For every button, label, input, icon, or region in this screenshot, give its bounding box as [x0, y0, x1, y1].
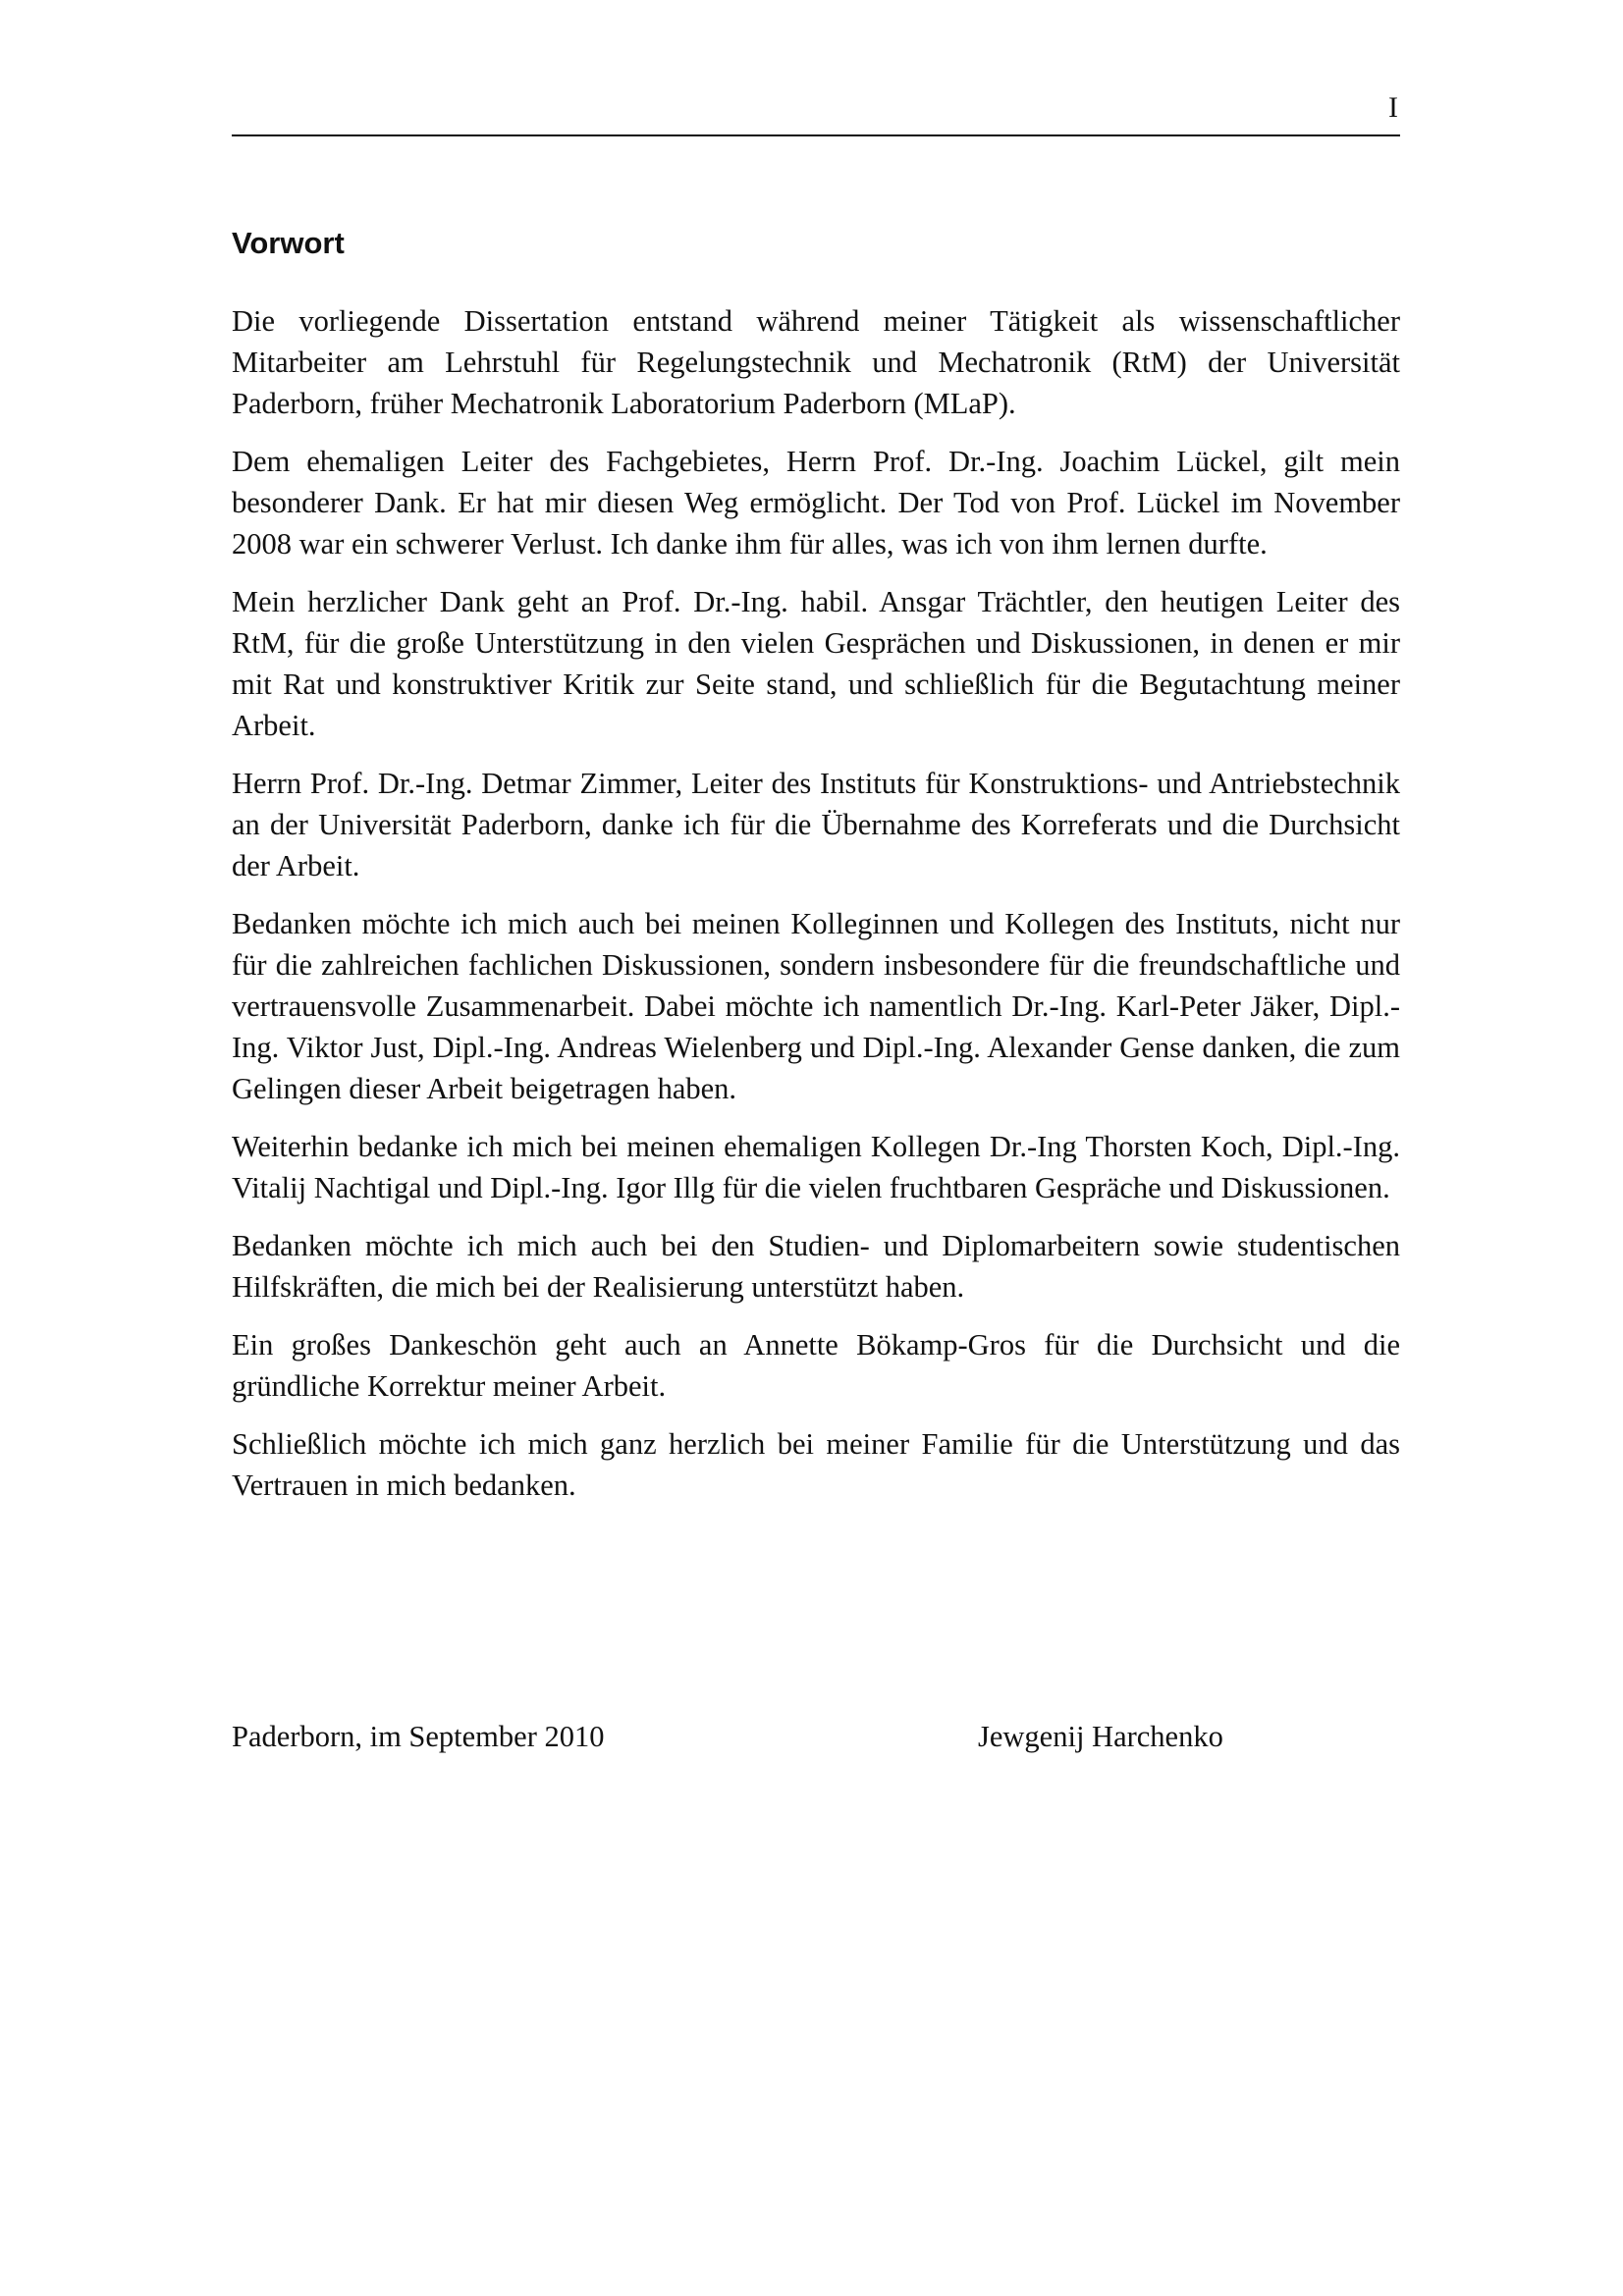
paragraph: Weiterhin bedanke ich mich bei meinen ehemaligen Kollegen Dr.-Ing Thorsten Koch, Dipl.-Ing. Vitalij Nachtigal und Dipl.-Ing. Igor Illg für die vielen fruchtbaren Gespräche und Diskussionen.: [232, 1130, 1400, 1204]
author-name: Jewgenij Harchenko: [978, 1720, 1223, 1753]
place-and-date: Paderborn, im September 2010: [232, 1720, 605, 1753]
paragraph: Bedanken möchte ich mich auch bei den Studien- und Diplomarbeitern sowie studentischen Hilfskräften, die mich bei der Realisierung unterstützt haben.: [232, 1229, 1400, 1304]
closing-line: [232, 1716, 1400, 1757]
page-number: I: [1388, 91, 1398, 124]
paragraph: Bedanken möchte ich mich auch bei meinen Kolleginnen und Kollegen des Instituts, nicht nur für die zahlreichen fachlichen Diskussionen, sondern insbesondere für die freundschaftliche und vertrauensvolle Zusammenarbeit. Dabei möchte ich namentlich Dr.-Ing. Karl-Peter Jäker, Dipl.-Ing. Viktor Just, Dipl.-Ing. Andreas Wielenberg und Dipl.-Ing. Alexander Gense danken, die zum Gelingen dieser Arbeit beigetragen haben.: [232, 907, 1400, 1105]
paragraph: Herrn Prof. Dr.-Ing. Detmar Zimmer, Leiter des Instituts für Konstruktions- und Antriebstechnik an der Universität Paderborn, danke ich für die Übernahme des Korreferats und die Durchsicht der Arbeit.: [232, 767, 1400, 882]
header-rule: [232, 134, 1400, 136]
preface-body: [232, 300, 1400, 1522]
paragraph: Mein herzlicher Dank geht an Prof. Dr.-Ing. habil. Ansgar Trächtler, den heutigen Leiter des RtM, für die große Unterstützung in den vielen Gesprächen und Diskussionen, in denen er mir mit Rat und konstruktiver Kritik zur Seite stand, und schließlich für die Begutachtung meiner Arbeit.: [232, 585, 1400, 742]
paragraph: Schließlich möchte ich mich ganz herzlich bei meiner Familie für die Unterstützung und das Vertrauen in mich bedanken.: [232, 1427, 1400, 1502]
paragraph: Die vorliegende Dissertation entstand während meiner Tätigkeit als wissenschaftlicher Mitarbeiter am Lehrstuhl für Regelungstechnik und Mechatronik (RtM) der Universität Paderborn, früher Mechatronik Laboratorium Paderborn (MLaP).: [232, 304, 1400, 420]
paragraph: Ein großes Dankeschön geht auch an Annette Bökamp-Gros für die Durchsicht und die gründliche Korrektur meiner Arbeit.: [232, 1328, 1400, 1403]
section-heading: Vorwort: [232, 226, 345, 260]
paragraph: Dem ehemaligen Leiter des Fachgebietes, Herrn Prof. Dr.-Ing. Joachim Lückel, gilt mein besonderer Dank. Er hat mir diesen Weg ermöglicht. Der Tod von Prof. Lückel im November 2008 war ein schwerer Verlust. Ich danke ihm für alles, was ich von ihm lernen durfte.: [232, 445, 1400, 561]
